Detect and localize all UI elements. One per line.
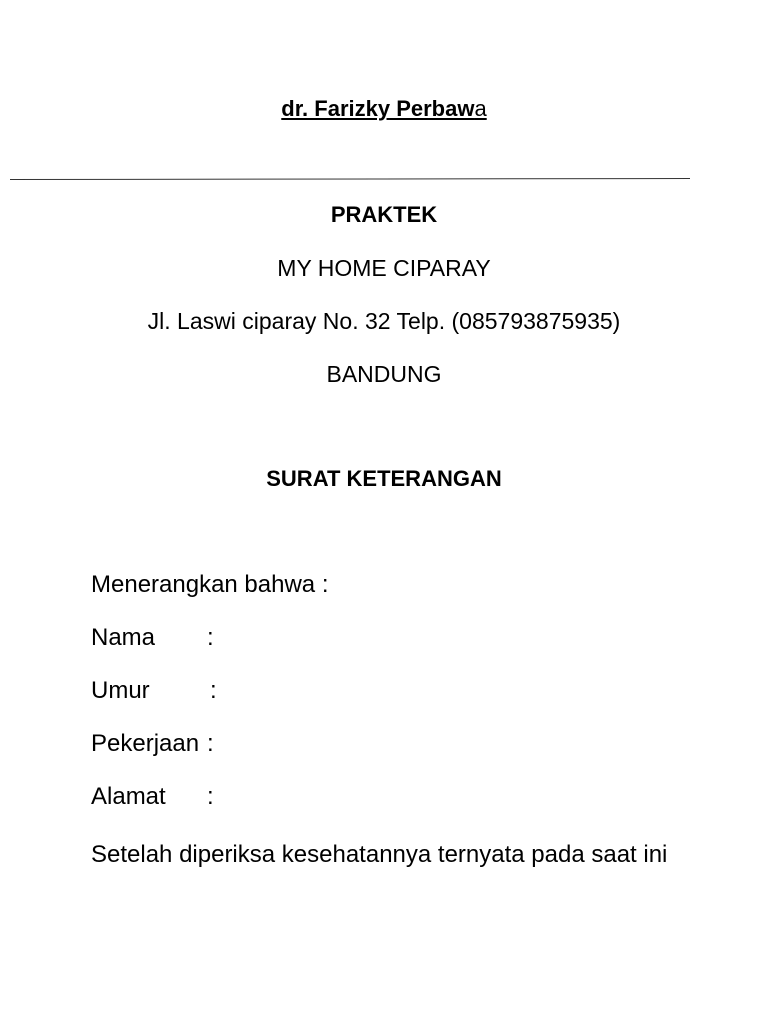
field-alamat	[91, 783, 214, 811]
doctor-name	[0, 96, 768, 122]
field-umur	[91, 677, 217, 705]
field-colon: :	[207, 624, 214, 651]
field-colon: :	[207, 730, 214, 757]
field-label: Nama	[91, 624, 156, 651]
intro-line: Menerangkan bahwa :	[91, 571, 329, 598]
field-label: Alamat	[91, 783, 166, 810]
field-label: Umur	[91, 677, 150, 704]
practice-label: PRAKTEK	[330, 202, 438, 227]
clinic-address: Jl. Laswi ciparay No. 32 Telp. (085793875935)	[147, 308, 621, 334]
field-pekerjaan	[91, 730, 214, 758]
field-label: Pekerjaan	[91, 730, 200, 757]
statement-text: Setelah diperiksa kesehatannya ternyata pada saat ini	[91, 841, 668, 868]
doctor-name-main: dr. Farizky Perbaw	[281, 96, 475, 121]
field-nama	[91, 624, 214, 652]
field-colon: :	[210, 677, 217, 704]
doctor-name-tail: a	[474, 96, 487, 121]
clinic-city: BANDUNG	[326, 361, 442, 387]
header-divider	[10, 178, 690, 180]
field-colon: :	[207, 783, 214, 810]
document-title: SURAT KETERANGAN	[266, 466, 502, 491]
clinic-name: MY HOME CIPARAY	[277, 255, 491, 281]
